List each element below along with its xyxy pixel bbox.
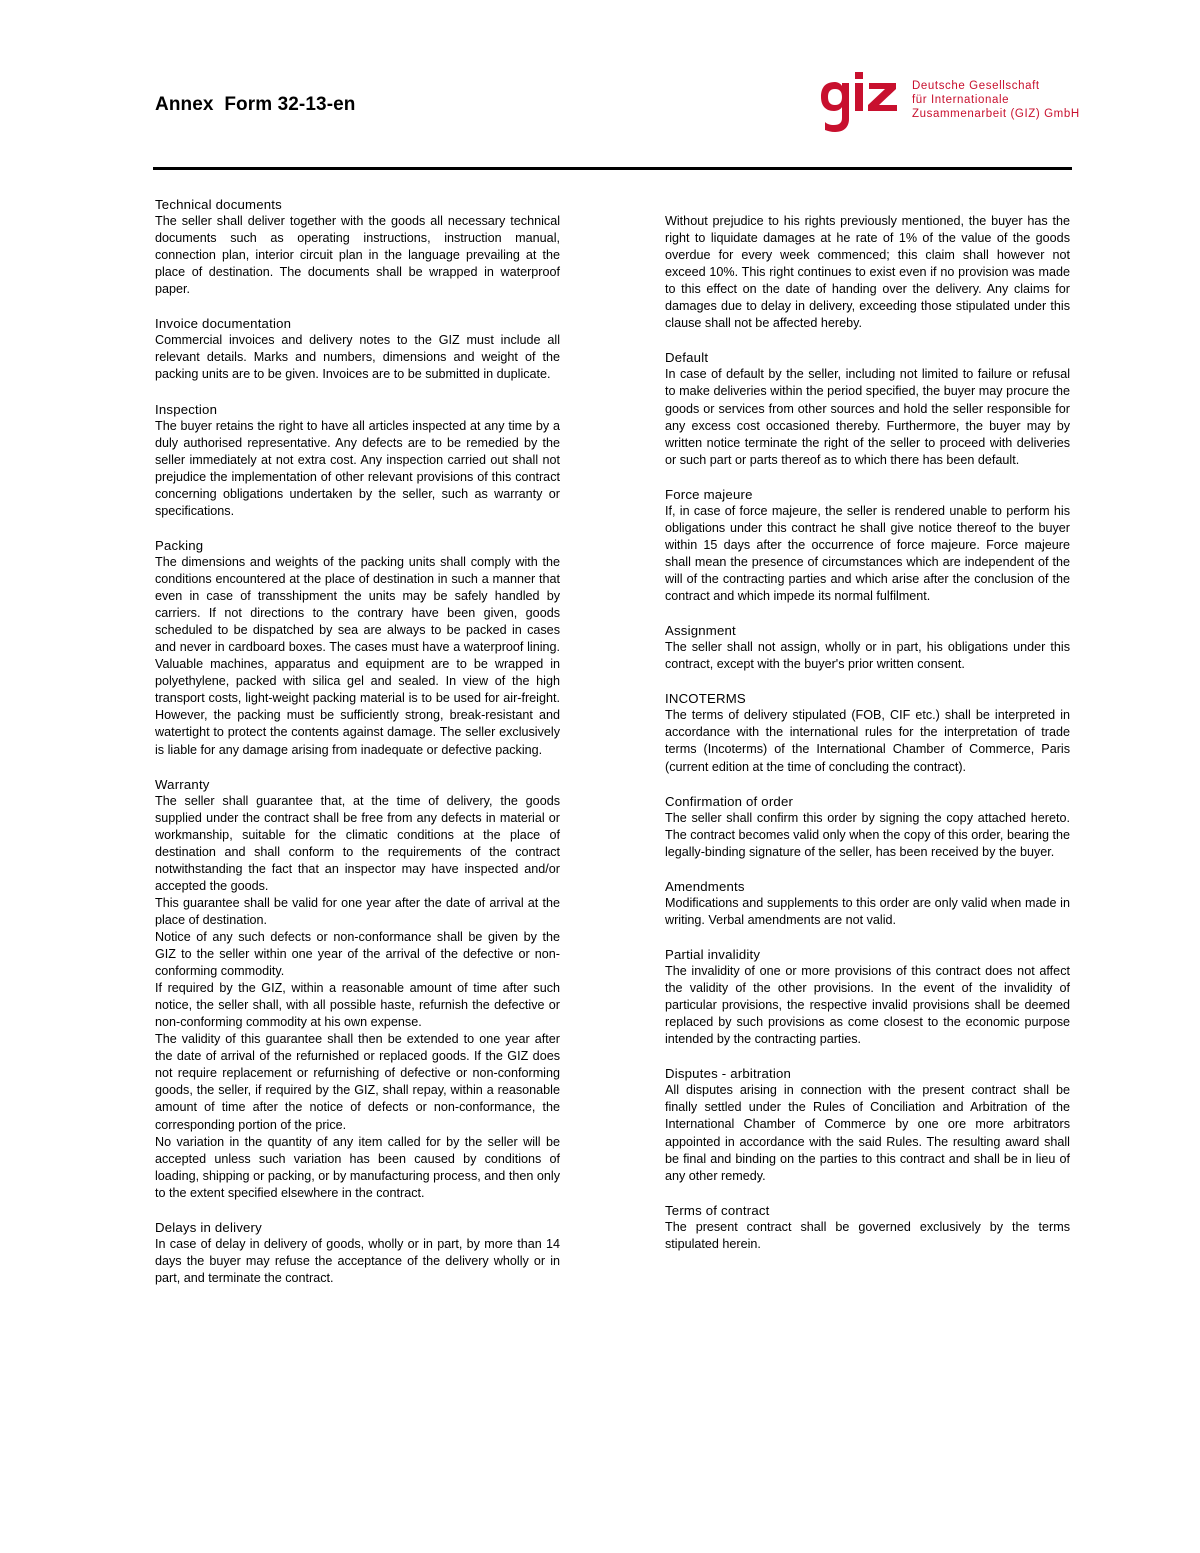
section-warranty (155, 776, 560, 1202)
section-paragraph: In case of delay in delivery of goods, wholly or in part, by more than 14 days the buyer may refuse the acceptance of the delivery wholly or in part, and terminate the contract. (155, 1236, 560, 1285)
section-paragraph: The terms of delivery stipulated (FOB, CIF etc.) shall be interpreted in accordance with the international rules for the interpretation of trade terms (Incoterms) of the International Chamber of Commerce, Paris (current edition at the time of concluding the contract). (665, 708, 1070, 774)
giz-logo-wordmark (912, 79, 1080, 121)
section-delays-continued (665, 213, 1070, 332)
section-heading: Technical documents (155, 197, 282, 212)
section-amendments (665, 878, 1070, 929)
section-packing (155, 537, 560, 759)
section-technical-documents (155, 196, 560, 298)
logo-line-1: Deutsche Gesellschaft (912, 80, 1040, 92)
section-paragraph: Without prejudice to his rights previously mentioned, the buyer has the right to liquidate damages at he rate of 1% of the value of the goods overdue for every week commenced; this claim shall however not exceed 10%. This right continues to exist even if no provision was made to this effect on the date of handing over the delivery. Any claims for damages due to delay in delivery, exceeding those stipulated under this clause shall not be affected hereby. (665, 214, 1070, 331)
section-paragraph: If, in case of force majeure, the seller is rendered unable to perform his obligations under this contract he shall give notice thereof to the buyer within 15 days after the occurrence of force majeure. Force majeure shall mean the presence of circumstances which are independent of the will of the contracting parties and which arise after the conclusion of the contract and which impede its normal fulfilment. (665, 503, 1070, 604)
section-paragraph: The seller shall confirm this order by signing the copy attached hereto. The contract becomes valid only when the copy of this order, bearing the legally-binding signature of the seller, has been received by the buyer. (665, 810, 1070, 859)
section-inspection (155, 401, 560, 520)
section-paragraph: The validity of this guarantee shall then be extended to one year after the date of arrival of the refurnished or replaced goods. If the GIZ does not require replacement or refurnishing of defective or non-conforming goods, the seller, if required by the GIZ, shall repay, within a reasonable amount of time after the notice of defects or non-conformance, the corresponding portion of the price. (155, 1032, 560, 1132)
section-heading: Packing (155, 537, 204, 553)
section-paragraph: The present contract shall be governed exclusively by the terms stipulated herein. (665, 1219, 1070, 1251)
section-confirmation-of-order (665, 793, 1070, 861)
right-column (665, 213, 1070, 1270)
left-column (155, 196, 560, 1304)
section-heading: Disputes - arbitration (665, 1066, 792, 1082)
section-paragraph: Commercial invoices and delivery notes to the GIZ must include all relevant details. Marks and numbers, dimensions and weight of the packing units are to be given. Invoices are to be submitted in duplicate. (155, 333, 560, 382)
section-terms-of-contract (665, 1202, 1070, 1253)
section-heading: Partial invalidity (665, 947, 761, 963)
section-heading: Invoice documentation (155, 316, 292, 332)
section-paragraph: In case of default by the seller, including not limited to failure or refusal to make deliveries within the period specified, the buyer may procure the goods or services from other sources and hold the seller responsible for any excess cost occasioned thereby. Furthermore, the buyer may by written notice terminate the right of the seller to proceed with deliveries or such part or parts thereof as to which there has been default. (665, 367, 1070, 467)
logo-line-3: Zusammenarbeit (GIZ) GmbH (912, 108, 1080, 120)
section-default (665, 349, 1070, 468)
section-heading: Amendments (665, 878, 745, 894)
section-partial-invalidity (665, 946, 1070, 1048)
header-divider (153, 167, 1072, 170)
section-heading: Confirmation of order (665, 793, 794, 809)
section-paragraph: The buyer retains the right to have all articles inspected at any time by a duly authorised representative. Any defects are to be remedied by the seller immediately at not extra cost. Any inspection carried out shall not prejudice the implementation of other relevant provisions of this contract concerning obligations undertaken by the seller, such as warranty or specifications. (155, 418, 560, 518)
section-paragraph: The seller shall not assign, wholly or in part, his obligations under this contract, except with the buyer's prior written consent. (665, 640, 1070, 672)
section-paragraph: No variation in the quantity of any item called for by the seller will be accepted unless such variation has been caused by conditions of loading, shipping or packing, or by manufacturing process, and then only to the extent specified elsewhere in the contract. (155, 1134, 560, 1200)
document-title: Annex Form 32-13-en (155, 94, 356, 115)
section-paragraph: This guarantee shall be valid for one year after the date of arrival at the place of destination. (155, 895, 560, 927)
section-heading: INCOTERMS (665, 691, 746, 707)
section-paragraph: Notice of any such defects or non-conformance shall be given by the GIZ to the seller within one year of the arrival of the defective or non-conforming commodity. (155, 930, 560, 979)
section-force-majeure (665, 486, 1070, 605)
section-heading: Default (665, 350, 709, 366)
section-invoice-documentation (155, 315, 560, 383)
section-heading: Terms of contract (665, 1202, 770, 1218)
section-paragraph: All disputes arising in connection with the present contract shall be finally settled under the Rules of Conciliation and Arbitration of the International Chamber of Commerce by one ore more arbitrators appointed in accordance with the said Rules. The resulting award shall be final and binding on the parties to this contract and shall be in lieu of any other remedy. (665, 1083, 1070, 1183)
section-paragraph: The seller shall guarantee that, at the time of delivery, the goods supplied under the contract shall be free from any defects in material or workmanship, suitable for the climatic conditions at the place of destination and shall conform to the requirements of the contract notwithstanding the fact that an inspector may have inspected and/or accepted the goods. (155, 793, 560, 893)
giz-logo-mark (820, 72, 906, 134)
section-paragraph: The dimensions and weights of the packing units shall comply with the conditions encountered at the place of destination in such a manner that even in case of transshipment the units may be safely handled by carriers. If not directions to the contrary have been given, goods scheduled to be dispatched by sea are always to be packed in cases and never in cardboard boxes. The cases must have a waterproof lining. Valuable machines, apparatus and equipment are to be wrapped in polyethylene, packed with silica gel and sealed. In view of the high transport costs, light-weight packing material is to be used for air-freight. However, the packing must be sufficiently strong, break-resistant and watertight to protect the contents against damage. The seller exclusively is liable for any damage arising from inadequate or defective packing. (155, 554, 560, 757)
logo-line-2: für Internationale (912, 94, 1010, 106)
section-heading: Delays in delivery (155, 1219, 262, 1235)
section-paragraph: The seller shall deliver together with the goods all necessary technical documents such as operating instructions, instruction manual, connection plan, interior circuit plan in the language prevailing at the place of destination. The documents shall be wrapped in waterproof paper. (155, 214, 560, 297)
section-paragraph: The invalidity of one or more provisions of this contract does not affect the validity of the other provisions. In the event of the invalidity of particular provisions, the respective invalid provisions shall be deemed replaced by such provisions as come closest to the economic purpose intended by the contracting parties. (665, 964, 1070, 1047)
section-disputes-arbitration (665, 1065, 1070, 1184)
section-heading: Assignment (665, 623, 736, 639)
section-paragraph: If required by the GIZ, within a reasonable amount of time after such notice, the seller shall, with all possible haste, refurnish the defective or non-conforming commodity at his own expense. (155, 981, 560, 1030)
section-heading: Warranty (155, 776, 210, 792)
section-paragraph: Modifications and supplements to this order are only valid when made in writing. Verbal amendments are not valid. (665, 895, 1070, 927)
section-incoterms (665, 690, 1070, 775)
section-assignment (665, 622, 1070, 673)
section-heading: Force majeure (665, 486, 753, 502)
section-delays-in-delivery (155, 1219, 560, 1287)
section-heading: Inspection (155, 401, 218, 417)
giz-logo (820, 72, 1080, 134)
